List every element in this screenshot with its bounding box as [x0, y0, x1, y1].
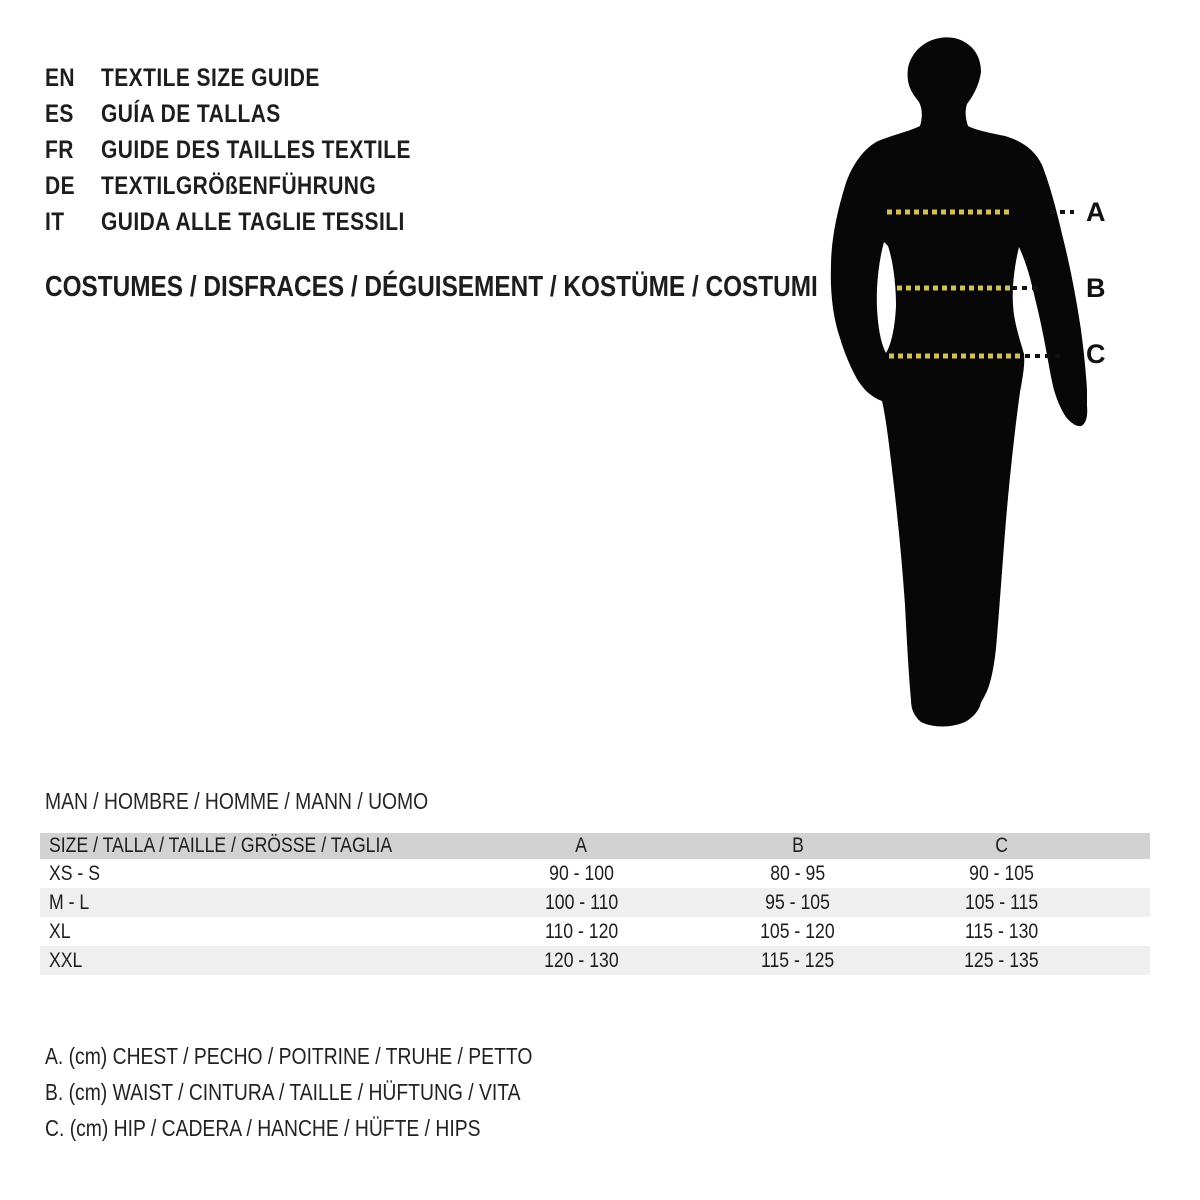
chest-cell: 90 - 100	[548, 861, 614, 885]
language-row-de	[45, 168, 470, 204]
language-title: TEXTILE SIZE GUIDE	[101, 63, 320, 92]
table-row	[40, 917, 1150, 946]
section-title-text: MAN / HOMBRE / HOMME / MANN / UOMO	[45, 788, 429, 814]
size-cell: M - L	[49, 890, 90, 914]
language-code: FR	[45, 135, 74, 164]
size-cell: XL	[49, 919, 71, 943]
legend-waist-text: B. (cm) WAIST / CINTURA / TAILLE / HÜFTUNG / VITA	[45, 1078, 521, 1105]
measure-label-b: B	[1086, 273, 1106, 303]
measurement-legend	[45, 1038, 625, 1146]
language-code: DE	[45, 171, 76, 200]
section-title	[45, 788, 501, 815]
size-table	[40, 833, 1150, 975]
legend-chest	[45, 1038, 625, 1074]
waist-cell: 105 - 120	[760, 919, 835, 943]
size-cell: XXL	[49, 948, 83, 972]
legend-hip-text: C. (cm) HIP / CADERA / HANCHE / HÜFTE / HIPS	[45, 1114, 481, 1141]
table-header-row	[40, 833, 1150, 859]
language-code: EN	[45, 63, 76, 92]
size-column-header: SIZE / TALLA / TAILLE / GRÖSSE / TAGLIA	[49, 834, 393, 857]
table-row	[40, 888, 1150, 917]
language-row-fr	[45, 132, 470, 168]
table-row	[40, 859, 1150, 888]
hip-cell: 115 - 130	[965, 919, 1039, 943]
language-title: TEXTILGRÖßENFÜHRUNG	[101, 171, 377, 200]
legend-chest-text: A. (cm) CHEST / PECHO / POITRINE / TRUHE / PETTO	[45, 1042, 533, 1069]
language-row-it	[45, 204, 470, 240]
hip-cell: 105 - 115	[965, 890, 1039, 914]
language-code: ES	[45, 99, 74, 128]
language-title: GUIDA ALLE TAGLIE TESSILI	[101, 207, 405, 236]
language-list	[45, 60, 470, 240]
language-row-en	[45, 60, 470, 96]
language-row-es	[45, 96, 470, 132]
waist-cell: 80 - 95	[770, 861, 826, 885]
hip-cell: 90 - 105	[969, 861, 1035, 885]
column-header-c: C	[995, 834, 1009, 857]
category-title-text: COSTUMES / DISFRACES / DÉGUISEMENT / KOSTÜME / COSTUMI	[45, 271, 818, 303]
legend-hip	[45, 1110, 625, 1146]
waist-cell: 95 - 105	[765, 890, 830, 914]
measure-label-a: A	[1086, 197, 1106, 227]
column-header-b: B	[791, 834, 804, 857]
language-code: IT	[45, 207, 65, 236]
language-title: GUÍA DE TALLAS	[101, 99, 281, 128]
column-header-a: A	[575, 834, 587, 857]
table-row	[40, 946, 1150, 975]
legend-waist	[45, 1074, 625, 1110]
language-title: GUIDE DES TAILLES TEXTILE	[101, 135, 411, 164]
man-silhouette-diagram	[820, 30, 1120, 740]
measure-label-c: C	[1086, 339, 1106, 369]
chest-cell: 110 - 120	[544, 919, 618, 943]
size-cell: XS - S	[49, 861, 100, 885]
chest-cell: 120 - 130	[543, 948, 619, 972]
hip-cell: 125 - 135	[964, 948, 1040, 972]
man-silhouette	[831, 37, 1087, 726]
waist-cell: 115 - 125	[760, 948, 835, 972]
chest-cell: 100 - 110	[544, 890, 618, 914]
